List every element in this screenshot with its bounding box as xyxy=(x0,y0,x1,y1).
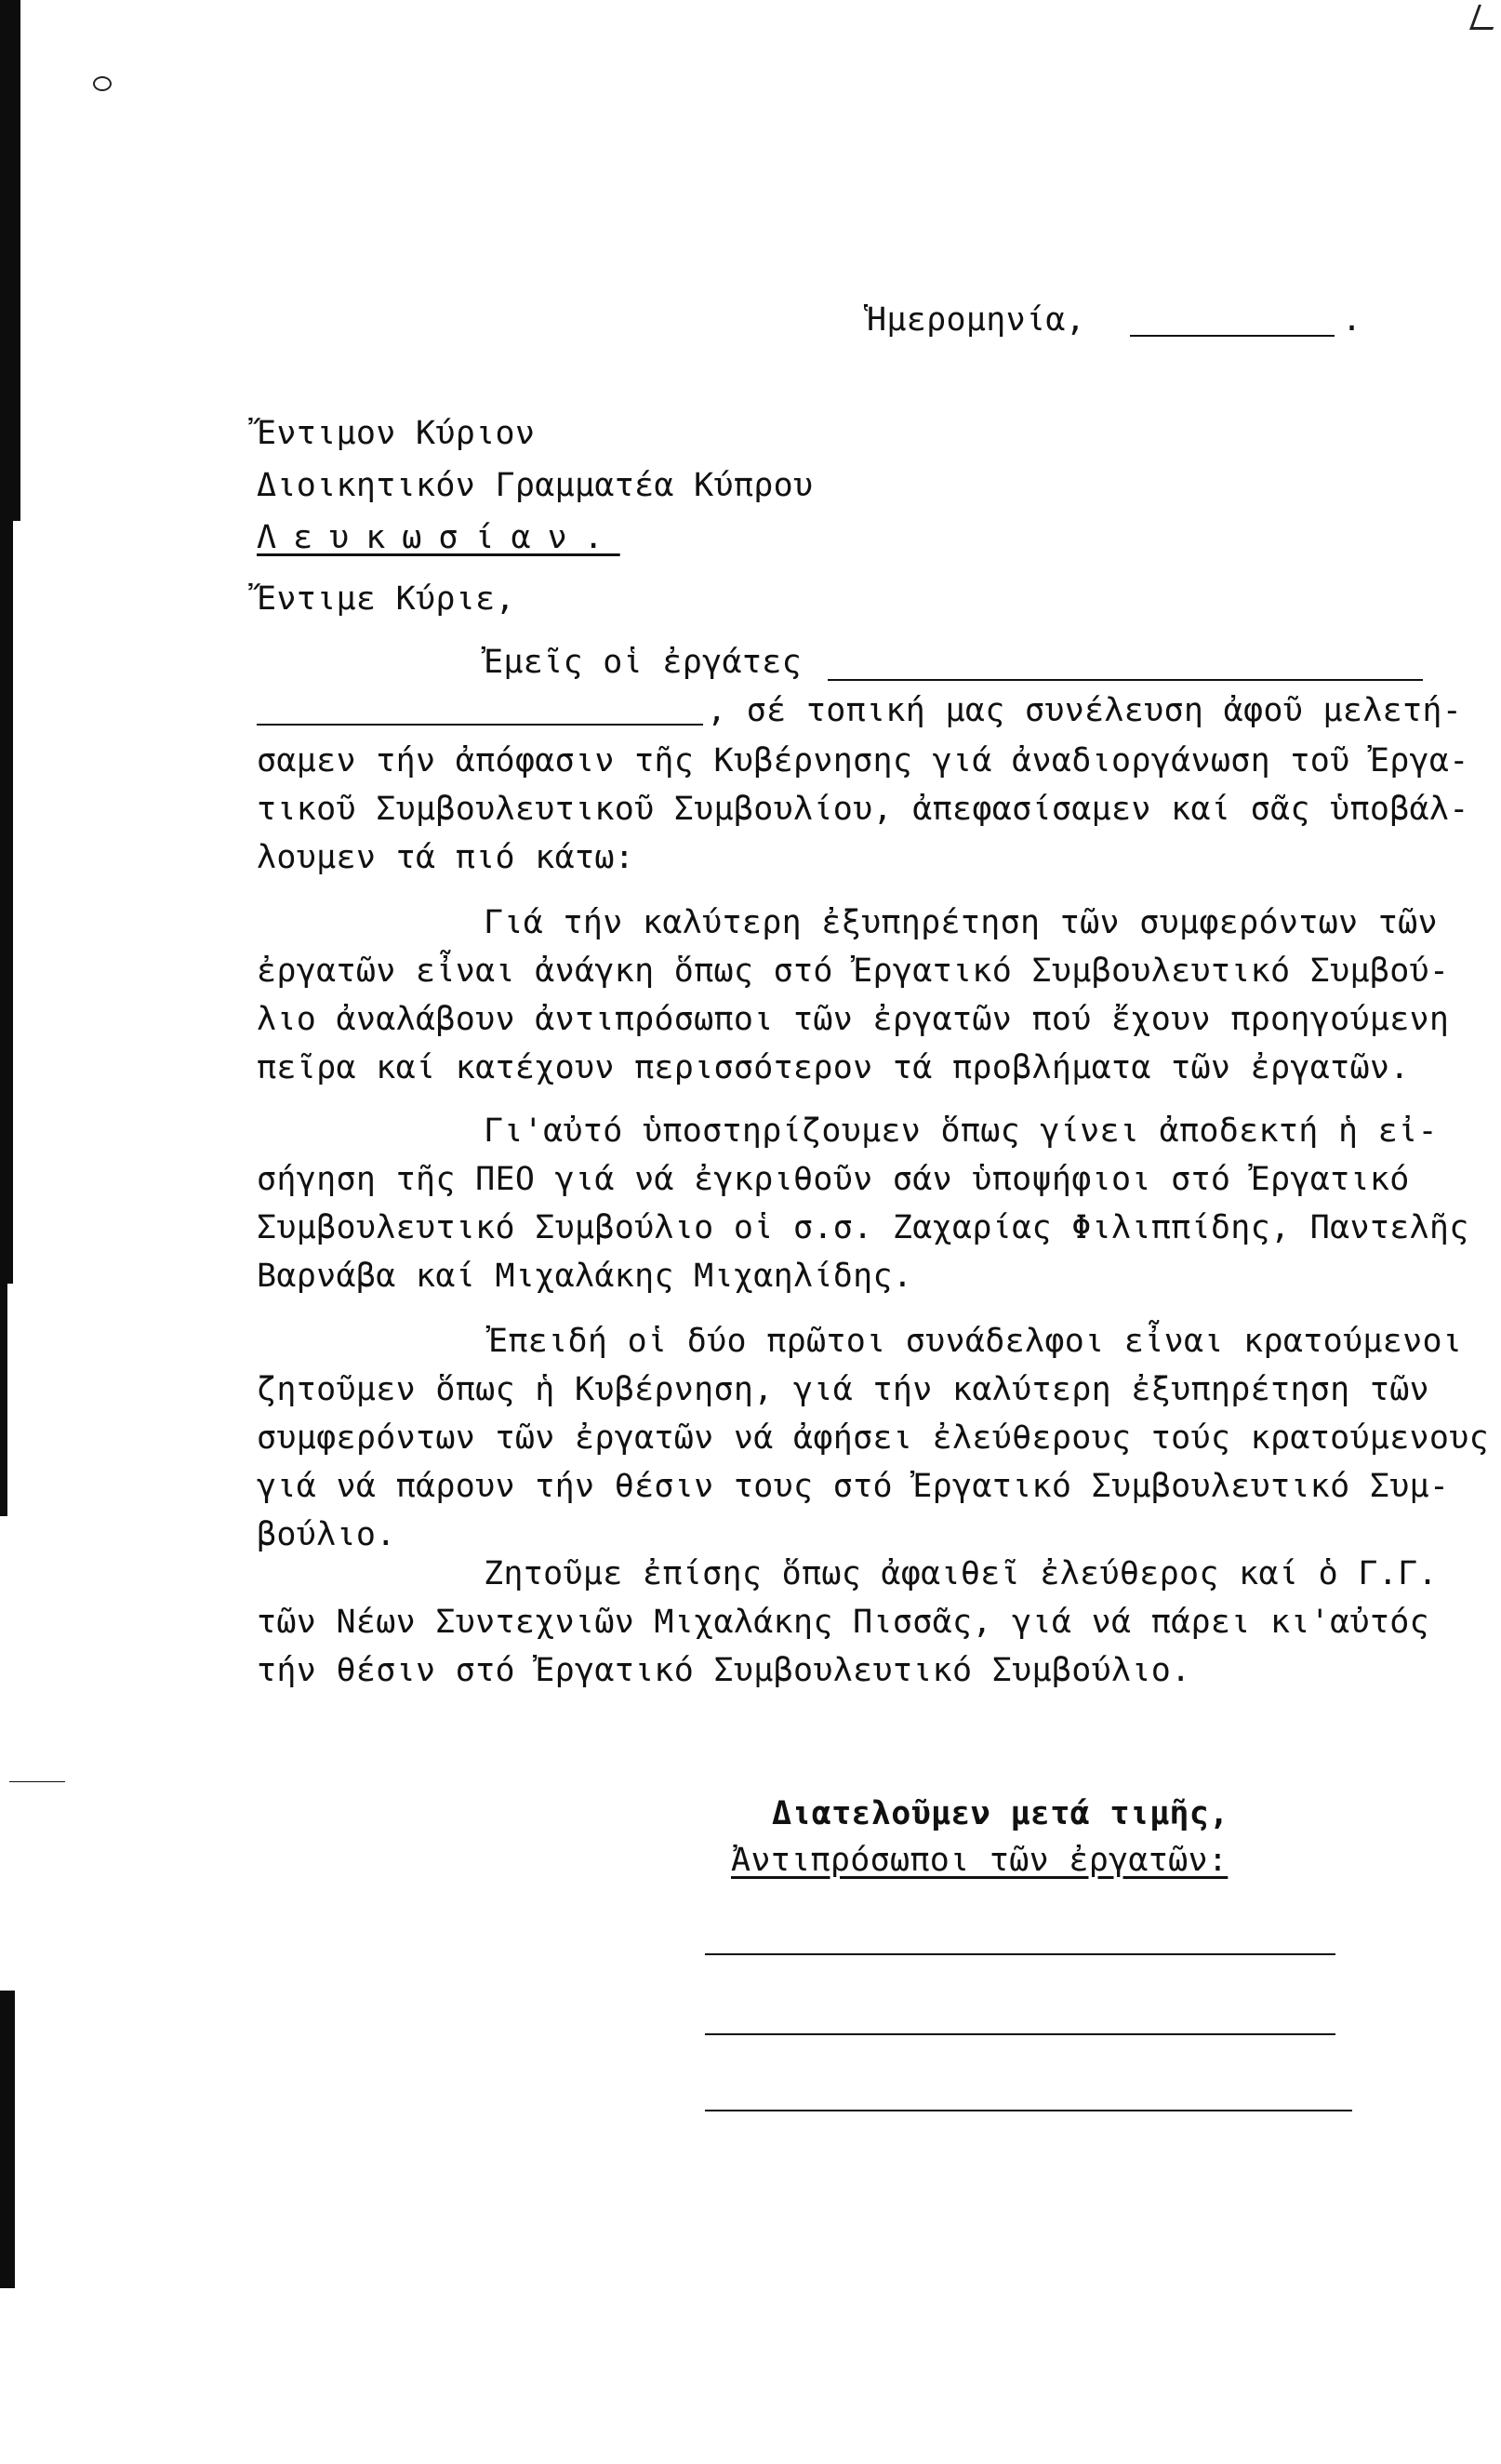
corner-mark-icon xyxy=(1469,5,1501,30)
date-end-period: . xyxy=(1342,301,1362,339)
paragraph-1-opening: Ἐμεῖς οἱ ἐργάτες xyxy=(484,644,802,681)
recipient-city: Λευκωσίαν. xyxy=(257,519,620,556)
signature-line-3 xyxy=(705,2110,1352,2111)
paragraph-1-line-4: τικοῦ Συμβουλευτικοῦ Συμβουλίου, ἀπεφασίσαμεν καί σᾶς ὑποβάλ- xyxy=(257,791,1469,828)
margin-tick-mark xyxy=(9,1781,65,1782)
date-blank-line xyxy=(1130,335,1335,337)
workers-name-blank-line-2 xyxy=(257,724,703,726)
date-label: Ἡμερομηνία, xyxy=(867,301,1086,339)
recipient-line-2: Διοικητικόν Γραμματέα Κύπρου xyxy=(257,467,814,504)
paragraph-3-line-4: Βαρνάβα καί Μιχαλάκης Μιχαηλίδης. xyxy=(257,1258,913,1295)
paragraph-5-line-3: τήν θέσιν στό Ἐργατικό Συμβουλευτικό Συμβούλιο. xyxy=(257,1652,1191,1689)
paragraph-5-line-1: Ζητοῦμε ἐπίσης ὅπως ἀφαιθεῖ ἐλεύθερος καί ὁ Γ.Γ. xyxy=(484,1555,1438,1592)
binding-edge-mark-top xyxy=(0,0,20,521)
binding-edge-mark-low xyxy=(0,1284,7,1516)
paragraph-3-line-3: Συμβουλευτικό Συμβούλιο οἱ σ.σ. Ζαχαρίας Φιλιππίδης, Παντελῆς xyxy=(257,1209,1469,1246)
paragraph-4-line-1: Ἐπειδή οἱ δύο πρῶτοι συνάδελφοι εἶναι κρατούμενοι xyxy=(488,1323,1463,1360)
paragraph-5-line-2: τῶν Νέων Συντεχνιῶν Μιχαλάκης Πισσᾶς, γιά νά πάρει κι'αὐτός xyxy=(257,1604,1429,1641)
paragraph-4-line-3: συμφερόντων τῶν ἐργατῶν νά ἀφήσει ἐλεύθερους τούς κρατούμενους xyxy=(257,1419,1490,1457)
signature-line-2 xyxy=(705,2033,1335,2035)
paragraph-2-line-2: ἐργατῶν εἶναι ἀνάγκη ὅπως στό Ἐργατικό Συμβουλευτικό Συμβού- xyxy=(257,952,1450,990)
paragraph-1-line-3: σαμεν τήν ἀπόφασιν τῆς Κυβέρνησης γιά ἀναδιοργάνωση τοῦ Ἐργα- xyxy=(257,742,1469,779)
binding-edge-mark-bottom xyxy=(0,1991,15,2288)
workers-name-blank-line-1 xyxy=(828,679,1423,681)
paragraph-4-line-4: γιά νά πάρουν τήν θέσιν τους στό Ἐργατικό Συμβουλευτικό Συμ- xyxy=(257,1468,1450,1505)
paragraph-3-line-1: Γι'αὐτό ὑποστηρίζουμεν ὅπως γίνει ἀποδεκτή ἡ εἰ- xyxy=(484,1112,1438,1150)
paragraph-3-line-2: σήγηση τῆς ΠΕΟ γιά νά ἐγκριθοῦν σάν ὑποψήφιοι στό Ἐργατικό xyxy=(257,1161,1410,1198)
paragraph-2-line-3: λιο ἀναλάβουν ἀντιπρόσωποι τῶν ἐργατῶν πού ἔχουν προηγούμενη xyxy=(257,1001,1450,1038)
paragraph-1-line-2: , σέ τοπική μας συνέλευση ἀφοῦ μελετή- xyxy=(707,692,1463,729)
binding-edge-mark-middle xyxy=(0,521,13,1284)
paragraph-4-line-2: ζητοῦμεν ὅπως ἡ Κυβέρνηση, γιά τήν καλύτερη ἐξυπηρέτηση τῶν xyxy=(257,1371,1429,1408)
signature-line-1 xyxy=(705,1953,1335,1955)
closing-line-2: Ἀντιπρόσωποι τῶν ἐργατῶν: xyxy=(731,1842,1229,1879)
paragraph-1-line-5: λουμεν τά πιό κάτω: xyxy=(257,839,635,876)
punch-hole-mark-icon xyxy=(93,76,112,91)
closing-line-1: Διατελοῦμεν μετά τιμῆς, xyxy=(772,1795,1229,1832)
paragraph-4-line-5: βούλιο. xyxy=(257,1516,396,1553)
paragraph-2-line-4: πεῖρα καί κατέχουν περισσότερον τά προβλήματα τῶν ἐργατῶν. xyxy=(257,1049,1410,1086)
salutation: Ἔντιμε Κύριε, xyxy=(257,580,515,618)
paragraph-2-line-1: Γιά τήν καλύτερη ἐξυπηρέτηση τῶν συμφερόντων τῶν xyxy=(484,904,1438,941)
recipient-line-1: Ἔντιμον Κύριον xyxy=(257,415,536,452)
